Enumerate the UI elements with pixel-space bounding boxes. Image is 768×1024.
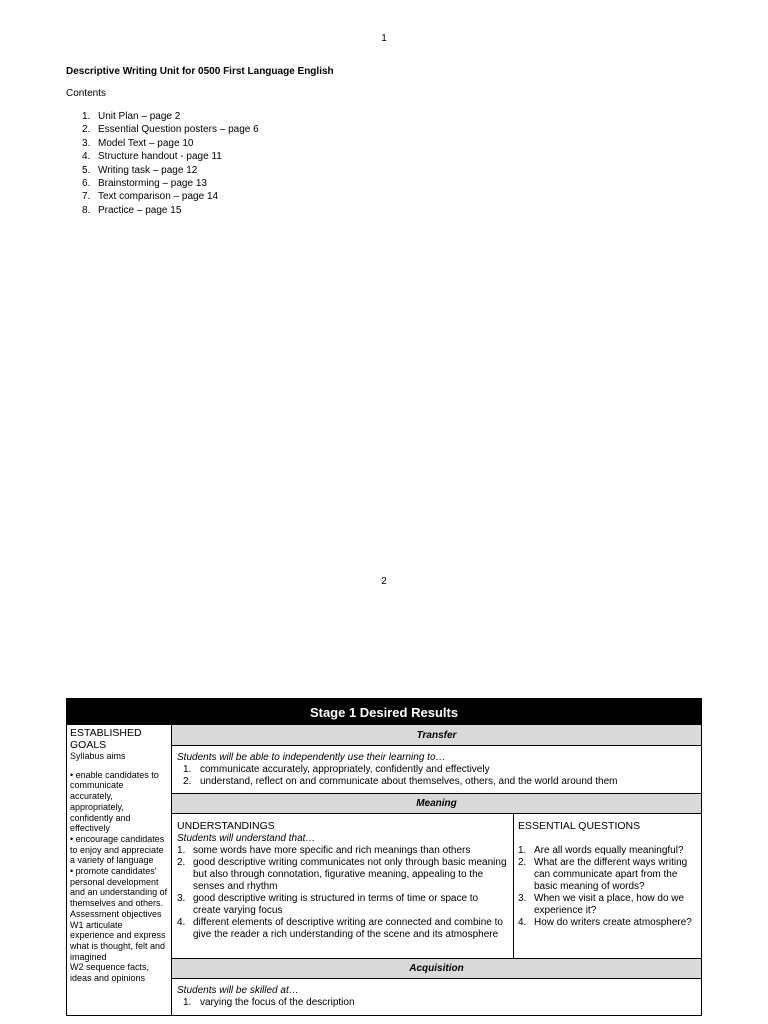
toc-item xyxy=(82,123,259,136)
toc-item-text: Unit Plan – page 2 xyxy=(98,111,181,122)
syllabus-aim: • enable candidates to communicate accurately, appropriately, confidently and effectively xyxy=(70,769,159,834)
toc-item-text: Practice – page 15 xyxy=(98,204,182,216)
toc-item xyxy=(82,150,259,163)
list-item xyxy=(177,764,696,776)
toc-item-number: 6. xyxy=(82,177,91,189)
toc-item-number: 5. xyxy=(82,164,91,176)
understandings-heading: UNDERSTANDINGS xyxy=(177,820,275,832)
toc-item-number: 3. xyxy=(82,137,91,149)
list-item xyxy=(518,917,698,929)
syllabus-aim: • encourage candidates to enjoy and appreciate a variety of language xyxy=(70,833,165,866)
acquisition-band: Acquisition xyxy=(172,958,701,979)
toc-item-number: 1. xyxy=(82,111,91,122)
stage1-header: Stage 1 Desired Results xyxy=(67,699,701,725)
list-item xyxy=(518,857,698,893)
list-item xyxy=(177,997,696,1009)
stage1-table xyxy=(66,698,702,1016)
list-item xyxy=(177,845,508,857)
acquisition-cell xyxy=(172,979,701,1015)
list-item-number: 2. xyxy=(518,857,527,868)
essential-questions-cell xyxy=(514,814,701,958)
list-item-text: varying the focus of the description xyxy=(200,997,355,1008)
list-item-text: understand, reflect on and communicate about themselves, others, and the world around them xyxy=(200,776,618,787)
list-item-text: good descriptive writing communicates not only through basic meaning but also through connotation, figurative meaning, appealing to the senses and rhythm xyxy=(193,857,507,892)
toc-item xyxy=(82,204,259,217)
syllabus-aims-label: Syllabus aims xyxy=(70,751,126,761)
page-number: 2 xyxy=(381,576,387,587)
list-item-text: good descriptive writing is structured in terms of time or space to create varying focus xyxy=(193,893,479,916)
toc-item-text: Text comparison – page 14 xyxy=(98,191,219,203)
established-goals-heading: ESTABLISHED GOALS xyxy=(70,727,142,751)
list-item-number: 4. xyxy=(177,917,186,928)
understandings-cell xyxy=(172,814,514,958)
syllabus-aim: • promote candidates' personal development and an understanding of themselves and others. xyxy=(70,866,168,909)
acquisition-list xyxy=(177,997,696,1009)
transfer-band: Transfer xyxy=(172,725,701,746)
toc-item-number: 7. xyxy=(82,191,91,203)
toc-item xyxy=(82,164,259,177)
assessment-objectives-label: Assessment objectives xyxy=(70,908,162,919)
list-item-number: 3. xyxy=(518,893,527,904)
understandings-intro: Students will understand that… xyxy=(177,833,316,844)
transfer-list xyxy=(177,764,696,788)
contents-heading: Contents xyxy=(66,88,107,99)
list-item-text: some words have more specific and rich meanings than others xyxy=(193,845,471,856)
toc-item-number: 4. xyxy=(82,151,91,163)
list-item-number: 4. xyxy=(518,917,527,928)
list-item xyxy=(518,893,698,917)
essential-questions-heading: ESSENTIAL QUESTIONS xyxy=(518,820,641,832)
acquisition-intro: Students will be skilled at… xyxy=(177,985,299,996)
list-item-text: What are the different ways writing can communicate apart from the basic meaning of words? xyxy=(534,857,688,892)
list-item xyxy=(177,776,696,788)
list-item-number: 1. xyxy=(518,845,527,856)
toc-item-number: 2. xyxy=(82,124,91,136)
document-title: Descriptive Writing Unit for 0500 First Language English xyxy=(66,66,334,77)
established-goals-cell xyxy=(67,725,172,1015)
toc-item-text: Essential Question posters – page 6 xyxy=(98,124,259,136)
toc-item xyxy=(82,190,259,203)
toc-item-text: Structure handout - page 11 xyxy=(98,151,222,163)
toc-item-number: 8. xyxy=(82,204,91,216)
desired-results-column xyxy=(172,725,701,1015)
list-item xyxy=(177,857,508,893)
list-item-text: Are all words equally meaningful? xyxy=(534,845,684,856)
assessment-objective: W2 sequence facts, ideas and opinions xyxy=(70,962,150,984)
list-item-text: How do writers create atmosphere? xyxy=(534,917,692,928)
list-item-text: communicate accurately, appropriately, confidently and effectively xyxy=(200,764,490,775)
transfer-cell xyxy=(172,746,701,793)
toc-item-text: Brainstorming – page 13 xyxy=(98,177,207,189)
list-item-text: different elements of descriptive writing are connected and combine to give the reader a rich understanding of the scene and its atmosphere xyxy=(193,917,503,940)
assessment-objective: W1 articulate experience and express what is thought, felt and imagined xyxy=(70,919,166,962)
list-item-number: 1. xyxy=(177,845,186,856)
list-item xyxy=(177,917,508,941)
list-item-number: 1. xyxy=(183,764,192,775)
page-number: 1 xyxy=(381,33,387,44)
list-item-number: 2. xyxy=(177,857,186,868)
toc-item-text: Model Text – page 10 xyxy=(98,137,194,149)
understandings-list xyxy=(177,845,508,941)
list-item-text: When we visit a place, how do we experience it? xyxy=(534,893,685,916)
list-item-number: 2. xyxy=(183,776,192,787)
toc-item-text: Writing task – page 12 xyxy=(98,164,198,176)
list-item-number: 3. xyxy=(177,893,186,904)
list-item xyxy=(518,845,698,857)
essential-questions-list xyxy=(518,845,698,929)
table-of-contents xyxy=(82,110,259,217)
transfer-intro: Students will be able to independently use their learning to… xyxy=(177,752,446,763)
toc-item xyxy=(82,177,259,190)
toc-item xyxy=(82,137,259,150)
toc-item xyxy=(82,110,259,123)
list-item-number: 1. xyxy=(183,997,192,1008)
list-item xyxy=(177,893,508,917)
meaning-band: Meaning xyxy=(172,793,701,814)
